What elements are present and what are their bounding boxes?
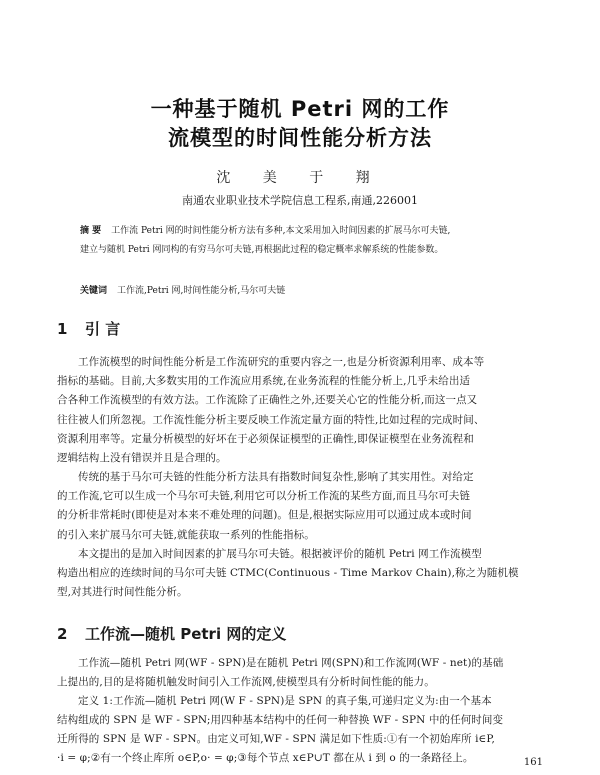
text-line: 构造出相应的连续时间的马尔可夫链 CTMC(Continuous - Time Markov Chain),称之为随机模: [57, 567, 519, 580]
abstract-line-1: [80, 222, 540, 241]
text-line: 结构组成的 SPN 是 WF - SPN;用四种基本结构中的任何一种替换 WF - SPN 中的任何时间变: [57, 714, 504, 727]
text-line: ·i = φ;②有一个终止库所 o∈P,o· = φ;③每个节点 x∈P∪T 都在从 i 到 o 的一条路径上。: [57, 752, 474, 764]
text-line: 工作流—随机 Petri 网(WF - SPN)是在随机 Petri 网(SPN)和工作流网(WF - net)的基础: [78, 657, 504, 669]
text-line: 的工作流,它可以生成一个马尔可夫链,利用它可以分析工作流的某些方面,而且马尔可夫链: [57, 490, 471, 503]
paper-title-line-1: 一种基于随机 Petri 网的工作: [150, 97, 450, 121]
section-1-paragraph-3: [57, 545, 543, 603]
abstract-text-1: 工作流 Petri 网的时间性能分析方法有多种,本文采用加入时间因素的扩展马尔可夫链,: [111, 226, 451, 236]
section-1-paragraph-2: [57, 468, 543, 545]
keywords-text: 工作流,Petri 网,时间性能分析,马尔可夫链: [117, 286, 286, 296]
text-line: 上提出的,目的是将随机触发时间引入工作流网,使模型具有分析时间性能的能力。: [57, 676, 435, 689]
text-line: 的引入来扩展马尔可夫链,就能获取一系列的性能指标。: [57, 528, 315, 541]
section-2-paragraph-2: [57, 692, 543, 750]
page-number: 161: [523, 757, 543, 768]
text-line: 指标的基础。目前,大多数实用的工作流应用系统,在业务流程的性能分析上,几乎未给出适: [57, 375, 471, 388]
section-1-paragraph-1: [57, 353, 543, 468]
section-1-number: 1: [57, 320, 68, 338]
section-1-heading: [57, 318, 120, 339]
text-line: 资源利用率等。定量分析模型的好坏在于必须保证模型的正确性,即保证模型在业务流程和: [57, 432, 474, 445]
text-line: 往往被人们所忽视。工作流性能分析主要反映工作流定量方面的特性,比如过程的完成时间、: [57, 413, 485, 426]
section-2-number: 2: [57, 625, 68, 643]
text-line: 本文提出的是加入时间因素的扩展马尔可夫链。根据被评价的随机 Petri 网工作流模型: [78, 548, 482, 560]
text-line: 定义 1:工作流—随机 Petri 网(W F - SPN)是 SPN 的真子集,可递归定义为:由一个基本: [78, 695, 492, 707]
text-line: 传统的基于马尔可夫链的性能分析方法具有指数时间复杂性,影响了其实用性。对给定: [78, 471, 474, 483]
text-line: 的分析非常耗时(即使是对本来不难处理的问题)。但是,根据实际应用可以通过成本或时间: [57, 509, 472, 522]
section-1-title: 引 言: [85, 320, 121, 338]
section-2-paragraph-2-last-line: [57, 749, 487, 768]
text-line: 逻辑结构上没有错误并且是合理的。: [57, 452, 227, 465]
paper-title-line-2: 流模型的时间性能分析方法: [168, 126, 432, 150]
abstract-line-2: 建立与随机 Petri 网同构的有穷马尔可夫链,再根据此过程的稳定概率求解系统的性能参数。: [80, 245, 444, 255]
section-2-heading: [57, 623, 286, 644]
text-line: 合各种工作流模型的有效方法。工作流除了正确性之外,还要关心它的性能分析,而这一点又: [57, 394, 478, 407]
keywords: [80, 283, 285, 296]
abstract-label: 摘 要: [80, 226, 102, 236]
text-line: 迁所得的 SPN 是 WF - SPN。由定义可知,WF - SPN 满足如下性质:①有一个初始库所 i∈P,: [57, 733, 495, 746]
keywords-label: 关键词: [80, 286, 108, 296]
section-2-title: 工作流—随机 Petri 网的定义: [85, 625, 287, 643]
author-names: 沈 美 于 翔: [216, 170, 384, 186]
text-line: 工作流模型的时间性能分析是工作流研究的重要内容之一,也是分析资源利用率、成本等: [78, 356, 485, 368]
author-affiliation: 南通农业职业技术学院信息工程系,南通,226001: [182, 194, 418, 207]
section-2-paragraph-1: [57, 654, 543, 692]
text-line: 型,对其进行时间性能分析。: [57, 586, 188, 599]
